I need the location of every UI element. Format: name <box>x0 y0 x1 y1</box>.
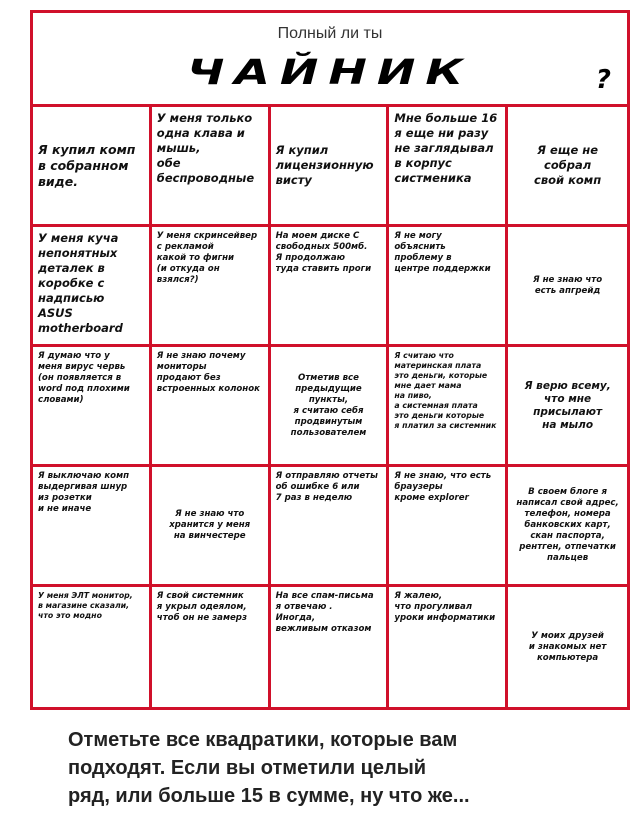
bingo-cell[interactable]: Я жалею, что прогуливал уроки информатики <box>389 587 508 707</box>
bingo-cell[interactable]: Я считаю что материнская плата это деньги, которые мне дает мама на пиво, а системная плата это деньги которые я платил за системник <box>389 347 508 467</box>
bingo-cell[interactable]: Я отправляю отчеты об ошибке 6 или 7 раз в неделю <box>271 467 390 587</box>
bingo-cell[interactable]: На все спам-письма я отвечаю . Иногда, вежливым отказом <box>271 587 390 707</box>
bingo-cell[interactable]: На моем диске С свободных 500мб. Я продолжаю туда ставить проги <box>271 227 390 347</box>
bingo-cell[interactable]: Я верю всему, что мне присылают на мыло <box>508 347 627 467</box>
bingo-cell[interactable]: Я еще не собрал свой комп <box>508 107 627 227</box>
bingo-card <box>30 10 630 710</box>
card-title: ЧАЙНИК <box>187 51 473 93</box>
card-header <box>33 13 627 104</box>
bingo-cell[interactable]: Отметив все предыдущие пункты, я считаю себя продвинутым пользователем <box>271 347 390 467</box>
bingo-cell[interactable]: У меня куча непонятных деталек в коробке с надписью ASUS motherboard <box>33 227 152 347</box>
bingo-cell[interactable]: У меня ЭЛТ монитор, в магазине сказали, что это модно <box>33 587 152 707</box>
bingo-cell[interactable]: В своем блоге я написал свой адрес, телефон, номера банковских карт, скан паспорта, рентген, отпечатки пальцев <box>508 467 627 587</box>
instructions-text: Отметьте все квадратики, которые вам подходят. Если вы отметили целый ряд, или больше 15 в сумме, ну что же... <box>68 729 470 807</box>
bingo-cell[interactable]: Я не знаю что есть апгрейд <box>508 227 627 347</box>
question-mark: ? <box>595 65 611 95</box>
bingo-grid <box>33 104 627 707</box>
card-subtitle: Полный ли ты <box>277 25 383 42</box>
bingo-cell[interactable]: Я выключаю комп выдергивая шнур из розетки и не иначе <box>33 467 152 587</box>
bingo-cell[interactable]: Я свой системник я укрыл одеялом, чтоб он не замерз <box>152 587 271 707</box>
bingo-cell[interactable]: Я не знаю почему мониторы продают без встроенных колонок <box>152 347 271 467</box>
bingo-cell[interactable]: Я купил комп в собранном виде. <box>33 107 152 227</box>
bingo-cell[interactable]: Мне больше 16 я еще ни разу не заглядывал в корпус систменика <box>389 107 508 227</box>
bingo-cell[interactable]: Я не знаю, что есть браузеры кроме explorer <box>389 467 508 587</box>
bingo-cell[interactable]: Я не знаю что хранится у меня на винчестере <box>152 467 271 587</box>
bingo-cell[interactable]: У меня скринсейвер с рекламой какой то фигни (и откуда он взялся?) <box>152 227 271 347</box>
bingo-cell[interactable]: У меня только одна клава и мышь, обе беспроводные <box>152 107 271 227</box>
bingo-cell[interactable]: Я купил лицензионную висту <box>271 107 390 227</box>
bingo-cell[interactable]: Я не могу объяснить проблему в центре поддержки <box>389 227 508 347</box>
bingo-cell[interactable]: Я думаю что у меня вирус червь (он появляется в word под плохими словами) <box>33 347 152 467</box>
bingo-cell[interactable]: У моих друзей и знакомых нет компьютера <box>528 630 607 663</box>
